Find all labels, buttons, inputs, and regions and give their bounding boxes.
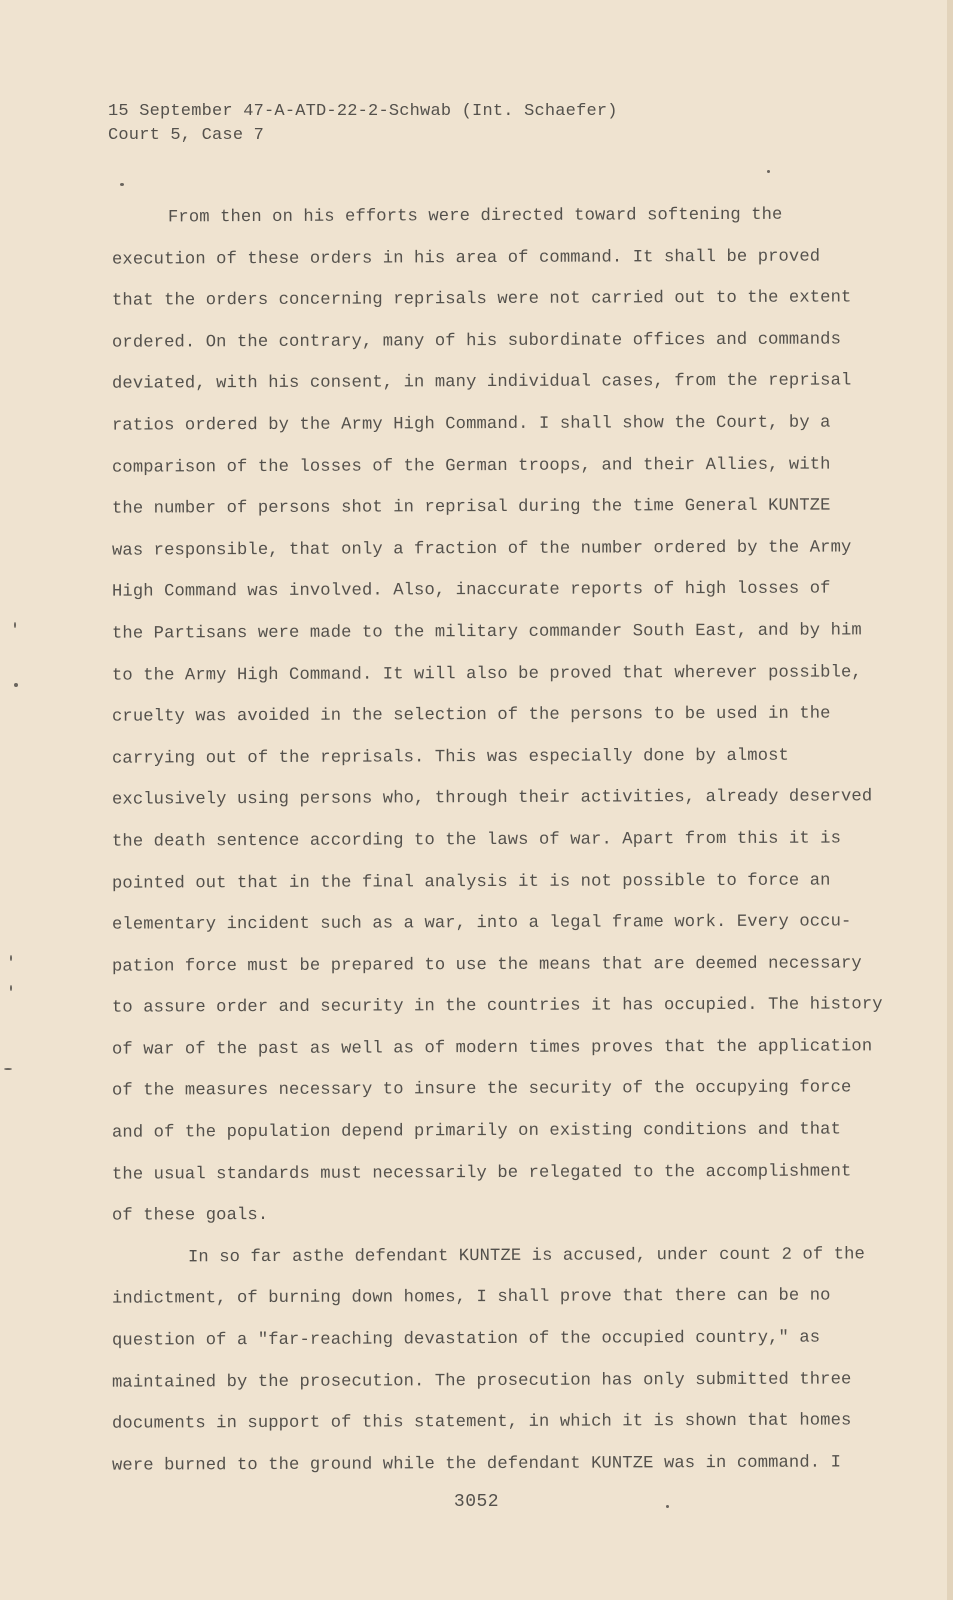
text-line: exclusively using persons who, through their activities, already deserved	[111, 787, 873, 810]
text-line: that the orders concerning reprisals were not carried out to the extent	[111, 288, 852, 311]
text-line: to assure order and security in the countries it has occupied. The history	[111, 995, 883, 1018]
document-header	[108, 100, 618, 148]
header-line-date-reference: 15 September 47-A-ATD-22-2-Schwab (Int. Schaefer)	[108, 102, 618, 121]
text-line: In so far asthe defendant KUNTZE is accused, under count 2 of the	[187, 1245, 865, 1268]
text-line: execution of these orders in his area of command. It shall be proved	[111, 247, 821, 270]
text-line: of war of the past as well as of modern times proves that the application	[111, 1037, 873, 1060]
text-line: the death sentence according to the laws of war. Apart from this it is	[111, 829, 842, 852]
text-line: comparison of the losses of the German troops, and their Allies, with	[111, 455, 831, 478]
text-line: of the measures necessary to insure the security of the occupying force	[111, 1078, 852, 1102]
text-line: pation force must be prepared to use the means that are deemed necessary	[111, 954, 862, 977]
text-line: the Partisans were made to the military commander South East, and by him	[111, 621, 862, 644]
text-line: High Command was involved. Also, inaccurate reports of high losses of	[111, 579, 831, 603]
text-line: deviated, with his consent, in many individual cases, from the reprisal	[111, 371, 852, 395]
paper-speck	[10, 955, 12, 961]
paper-speck	[4, 1068, 12, 1070]
document-body	[111, 196, 883, 1485]
text-line: carrying out of the reprisals. This was especially done by almost	[111, 746, 789, 769]
text-line: to the Army High Command. It will also be proved that wherever possible,	[111, 662, 862, 686]
paragraph-1	[111, 196, 883, 1236]
text-line: From then on his efforts were directed toward softening the	[167, 205, 783, 228]
page-number: 3052	[453, 1492, 500, 1512]
text-line: indictment, of burning down homes, I shall prove that there can be no	[111, 1286, 831, 1310]
paper-speck	[767, 170, 770, 173]
paper-speck	[14, 683, 18, 687]
text-line: the number of persons shot in reprisal during the time General KUNTZE	[111, 496, 831, 519]
text-line: was responsible, that only a fraction of the number ordered by the Army	[111, 538, 852, 561]
text-line: the usual standards must necessarily be relegated to the accomplishment	[111, 1162, 852, 1185]
paper-speck	[10, 985, 12, 991]
header-line-court-case: Court 5, Case 7	[108, 126, 265, 145]
text-line: elementary incident such as a war, into a legal frame work. Every occu-	[111, 912, 852, 935]
text-line: question of a "far-reaching devastation of the occupied country," as	[111, 1328, 821, 1351]
text-line: cruelty was avoided in the selection of the persons to be used in the	[111, 704, 831, 727]
text-line: were burned to the ground while the defendant KUNTZE was in command. I	[111, 1453, 842, 1476]
paper-speck	[666, 1505, 669, 1508]
text-line: and of the population depend primarily on existing conditions and that	[111, 1120, 842, 1143]
text-line: documents in support of this statement, in which it is shown that homes	[111, 1411, 852, 1434]
paragraph-2	[112, 1236, 872, 1486]
text-line: of these goals.	[111, 1206, 269, 1226]
paper-speck	[120, 183, 124, 186]
text-line: ordered. On the contrary, many of his subordinate offices and commands	[111, 330, 842, 353]
text-line: ratios ordered by the Army High Command. I shall show the Court, by a	[111, 413, 831, 436]
text-line: maintained by the prosecution. The prosecution has only submitted three	[111, 1370, 852, 1393]
text-line: pointed out that in the final analysis it is not possible to force an	[111, 871, 831, 894]
paper-speck	[14, 622, 16, 628]
